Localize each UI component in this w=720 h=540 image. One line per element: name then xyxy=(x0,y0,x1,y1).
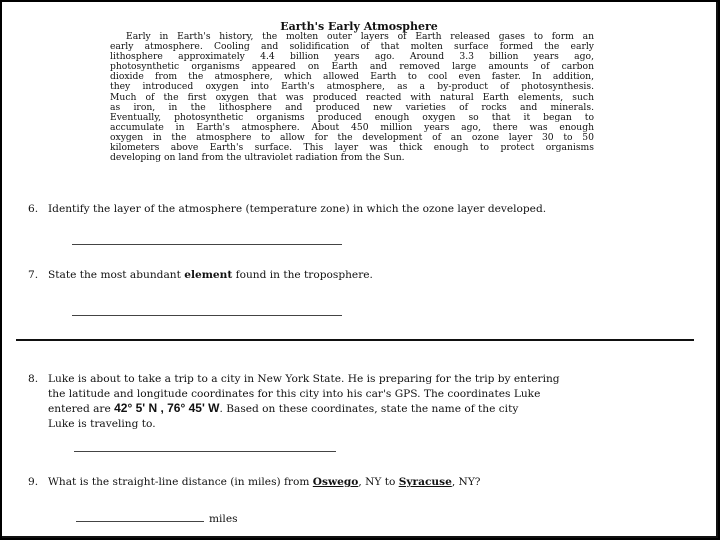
question-text: Luke is about to take a trip to a city in New York State. He is preparing for the trip by entering xyxy=(48,373,560,385)
passage-line: photosynthetic organisms appeared on Earth and removed large amounts of carbon xyxy=(110,61,594,73)
question-number: 9. xyxy=(28,476,39,488)
question-text: , NY to xyxy=(358,476,399,488)
passage-line: Eventually, photosynthetic organisms produced enough oxygen so that it began to xyxy=(110,111,594,123)
coordinates: 42° 5' N , 76° 45' W xyxy=(114,401,220,415)
passage-line: kilometers above Earth's surface. This layer was thick enough to protect organisms xyxy=(110,142,594,154)
question-text: . Based on these coordinates, state the name of the city xyxy=(219,403,519,415)
city-oswego: Oswego xyxy=(312,476,359,488)
passage-title: Earth's Early Atmosphere xyxy=(280,20,438,33)
passage-line: oxygen in the atmosphere to allow for the development of an ozone layer 30 to 50 xyxy=(110,131,594,143)
question-keyword: element xyxy=(184,269,233,281)
question-text: , NY? xyxy=(451,476,481,488)
question-9 xyxy=(28,475,481,490)
question-text: Luke is traveling to. xyxy=(48,417,156,430)
section-divider xyxy=(16,339,694,341)
city-syracuse: Syracuse xyxy=(398,476,452,488)
question-8 xyxy=(28,372,698,431)
passage-line: developing on land from the ultraviolet radiation from the Sun. xyxy=(110,152,405,164)
passage-line: early atmosphere. Cooling and solidification of that molten surface formed the early xyxy=(110,41,594,53)
question-number: 7. xyxy=(28,269,39,281)
answer-line-q7[interactable] xyxy=(72,315,342,316)
passage-line: they introduced oxygen into Earth's atmosphere, as a by-product of photosynthesis. xyxy=(110,81,594,93)
answer-line-q6[interactable] xyxy=(72,244,342,245)
question-text: State the most abundant xyxy=(48,269,185,281)
question-number: 8. xyxy=(28,373,39,385)
question-7 xyxy=(28,268,373,283)
passage-line: lithosphere approximately 4.4 billion years ago. Around 3.3 billion years ago, xyxy=(110,51,594,63)
passage-line: accumulate in Earth's atmosphere. About 450 million years ago, there was enough xyxy=(110,121,594,133)
passage-line: dioxide from the atmosphere, which allowed Earth to cool even faster. In addition, xyxy=(110,71,594,83)
answer-line-q9[interactable] xyxy=(76,521,204,522)
unit-label: miles xyxy=(209,513,238,525)
answer-line-q8[interactable] xyxy=(74,451,336,452)
reading-passage xyxy=(110,32,594,163)
passage-line: Much of the first oxygen that was produced reacted with natural Earth elements, such xyxy=(110,91,594,103)
question-text: found in the troposphere. xyxy=(232,269,373,281)
question-number: 6. xyxy=(28,203,39,215)
passage-line: as iron, in the lithosphere and produced new varieties of rocks and minerals. xyxy=(110,101,594,113)
question-text: the latitude and longitude coordinates for this city into his car's GPS. The coordinates Luke xyxy=(48,387,541,400)
worksheet-page xyxy=(2,2,718,538)
passage-line: Early in Earth's history, the molten outer layers of Earth released gases to form an xyxy=(126,31,594,42)
question-6 xyxy=(28,202,546,217)
question-text: Identify the layer of the atmosphere (temperature zone) in which the ozone layer developed. xyxy=(48,203,547,215)
question-text: What is the straight-line distance (in miles) from xyxy=(48,476,313,488)
question-text: entered are xyxy=(48,403,115,415)
